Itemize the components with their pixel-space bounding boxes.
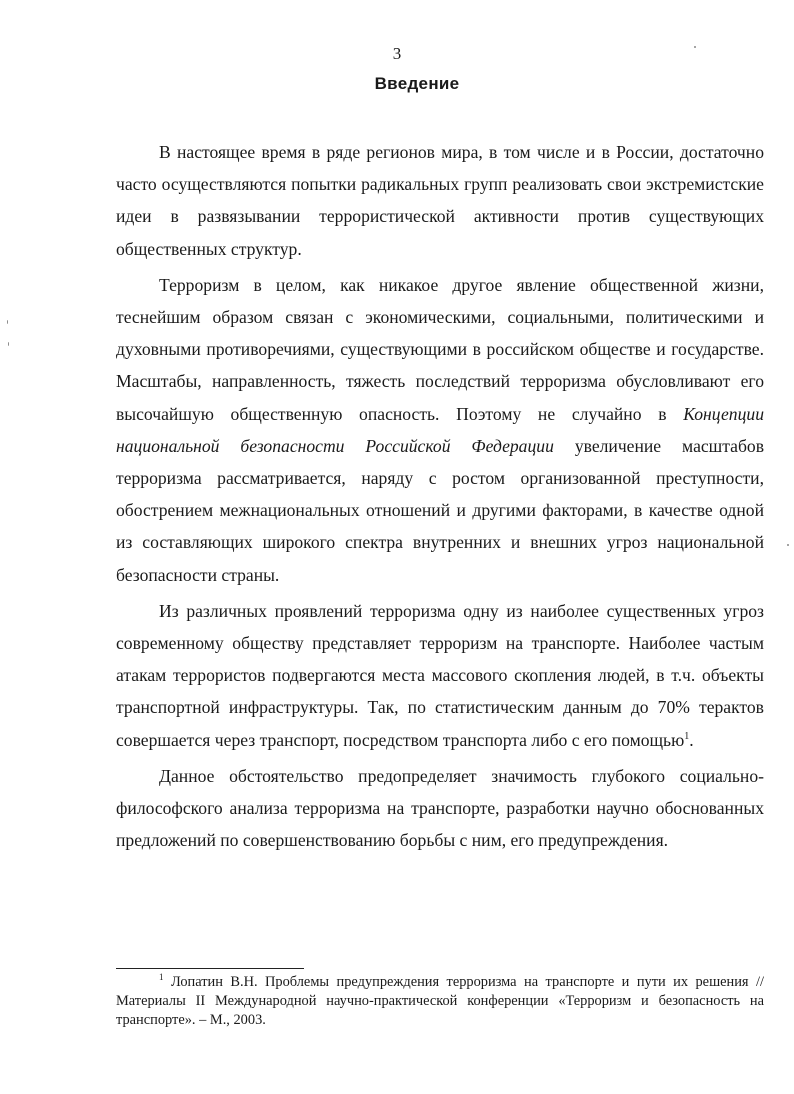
footnote-separator [116,968,304,969]
paragraph-2-italic: Концепции национальной безопасности Российской Федерации [116,403,764,456]
scan-speck [787,544,789,546]
paragraph-2-lead: Терроризм в целом, как никакое другое явление общественной жизни, теснейшим образом связан с экономическими, социальными, политическими и духовными противоречиями, существующими в российском обществе и государстве. Масштабы, направленность, тяжесть последствий терроризма обусловливают его высочайшую общественную опасность. Поэтому не случайно в [116,274,764,424]
footnote-marker: 1 [159,972,164,983]
paragraph-2 [116,269,764,591]
main-text [116,136,764,860]
paragraph-1: В настоящее время в ряде регионов мира, в том числе и в России, достаточно часто осуществляются попытки радикальных групп реализовать свои экстремистские идеи в развязывании террористической активности против существующих общественных структур. [116,142,764,259]
paragraph-4: Данное обстоятельство предопределяет значимость глубокого социально-философского анализа терроризма на транспорте, разработки научно обоснованных предложений по совершенствованию борьбы с ним, его предупреждения. [116,765,764,851]
footnote [116,973,764,1030]
paragraph-3 [116,595,764,756]
paragraph-3-text: Из различных проявлений терроризма одну из наиболее существенных угроз современному обществу представляет терроризм на транспорте. Наиболее частым атакам террористов подвергаются места массового скопления людей, в т.ч. объекты транспортной инфраструктуры. Так, по статистическим данным до 70% терактов совершается через транспорт, посредством транспорта либо с его помощью [116,600,764,750]
paragraph-3-end: . [689,729,694,750]
paragraph-2-tail: увеличение масштабов терроризма рассматривается, наряду с ростом организованной преступности, обострением межнациональных отношений и другими факторами, в качестве одной из составляющих широкого спектра внутренних и внешних угроз национальной безопасности страны. [116,435,765,585]
scan-speck [694,46,696,48]
scan-speck [8,342,9,346]
footnote-reference[interactable]: 1 [684,730,690,742]
page-number: 3 [392,44,402,63]
footnote-text: Лопатин В.Н. Проблемы предупреждения терроризма на транспорте и пути их решения // Материалы II Международной научно-практической конференции «Терроризм и безопасность на транспорте». – М., 2003. [116,974,764,1028]
scan-speck [7,320,8,324]
page-title: Введение [374,74,460,93]
